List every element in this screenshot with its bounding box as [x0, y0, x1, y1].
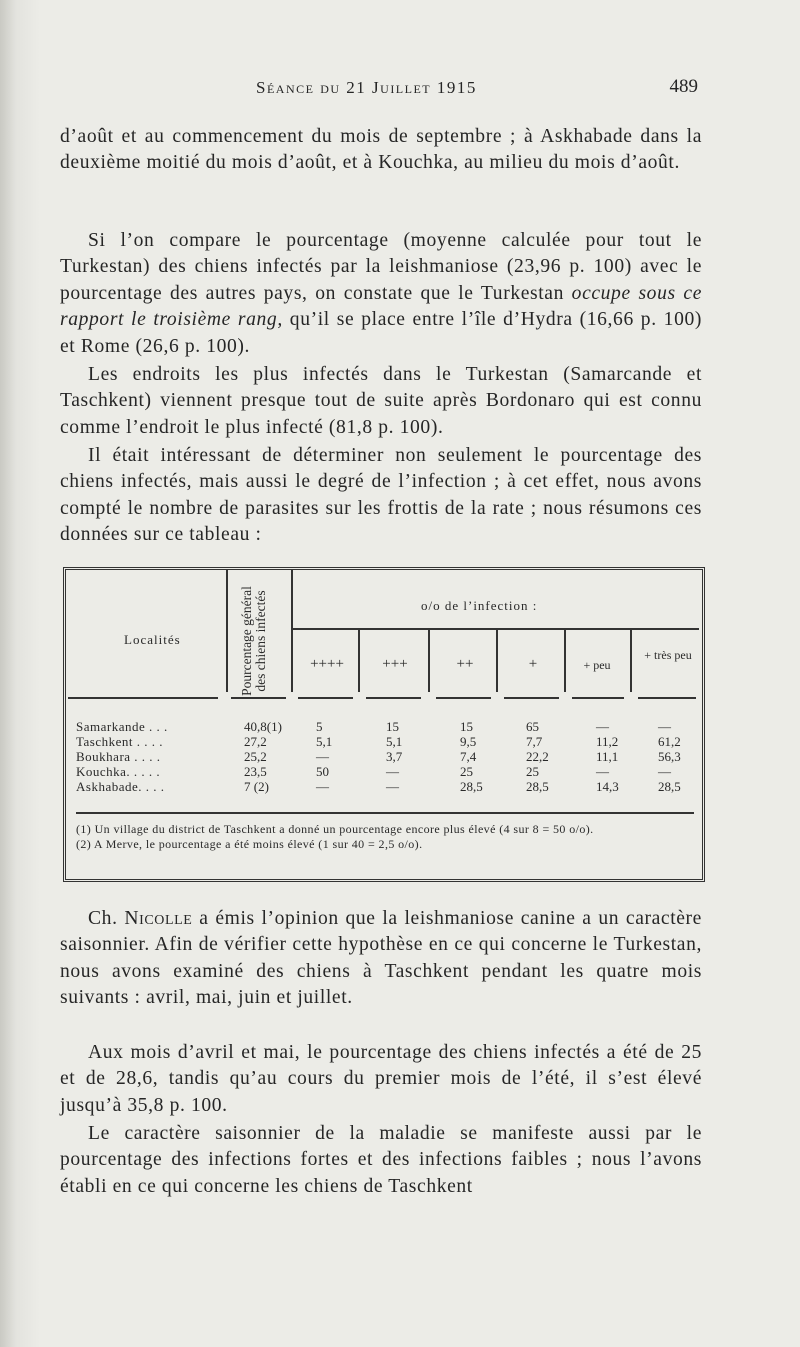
table-rule — [504, 697, 559, 699]
cell-value: — — [386, 764, 399, 779]
paragraph-5-text-a: Ch. — [88, 908, 125, 929]
table-rule — [436, 697, 491, 699]
cell-localite: Askhabade. . . . — [76, 779, 165, 794]
table-row — [76, 749, 696, 764]
paragraph-5-text-b: a émis l’opinion que la leishmaniose canine a un caractère saisonnier. Afin de vérifier cette hypothèse en ce qui concerne le Turkestan, nous avons examiné des chiens à Taschkent pendant les quatre mois suivants : avril, mai, juin et juillet. — [60, 908, 702, 1009]
paragraph-2-text-b: qu’il se place entre l’île d’Hydra (16,66 p. 100) et Rome (26,6 p. 100). — [60, 309, 702, 357]
cell-value: — — [386, 779, 399, 794]
cell-value: 11,2 — [596, 734, 619, 749]
cell-value: 3,7 — [386, 749, 403, 764]
header-pct-wrapper — [226, 586, 282, 696]
infection-table — [63, 567, 705, 882]
paragraph-1: d’août et au commencement du mois de septembre ; à Askhabade dans la deuxième moitié du mois d’août, et à Kouchka, au milieu du mois d’août. — [60, 126, 702, 174]
cell-value: 15 — [386, 719, 399, 734]
col-header-tres-peu: + très peu — [644, 648, 692, 662]
table-row — [76, 764, 696, 779]
cell-value: — — [596, 764, 609, 779]
cell-value: 9,5 — [460, 734, 477, 749]
table-rule — [572, 697, 624, 699]
running-header — [60, 76, 700, 102]
table-row — [76, 719, 696, 734]
cell-localite: Taschkent . . . . — [76, 734, 164, 749]
table-rule — [68, 697, 218, 699]
cell-localite: Kouchka. . . . . — [76, 764, 161, 779]
cell-value: — — [596, 719, 609, 734]
cell-value: — — [658, 719, 671, 734]
cell-value: 56,3 — [658, 749, 681, 764]
cell-value: 22,2 — [526, 749, 549, 764]
paragraph-6: Aux mois d’avril et mai, le pourcentage des chiens infectés a été de 25 et de 28,6, tandis qu’au cours du premier mois de l’été, il s’est élevé jusqu’à 35,8 p. 100. — [60, 1042, 702, 1116]
table-rule — [366, 697, 421, 699]
paragraph-5 — [60, 906, 702, 1012]
table-footnotes — [76, 822, 696, 852]
paragraph-2-emphasis: occupe sous ce rapport le troisième rang, — [60, 282, 702, 331]
paragraph-3: Les endroits les plus infectés dans le Turkestan (Samarcande et Taschkent) viennent presque tout de suite après Bordonaro qui est connu comme l’endroit le plus infecté (81,8 p. 100). — [60, 364, 702, 438]
col-header-3plus: +++ — [382, 656, 408, 672]
table-rule — [298, 697, 353, 699]
page-number: 489 — [669, 76, 698, 97]
cell-value: 50 — [316, 764, 329, 779]
cell-pct: 23,5 — [244, 764, 267, 779]
cell-value: 5 — [316, 719, 323, 734]
paragraph-4: Il était intéressant de déterminer non seulement le pourcentage des chiens infectés, mais aussi le degré de l’infection ; à cet effet, nous avons compté le nombre de parasites sur les frottis de la rate ; nous résumons ces données sur ce tableau : — [60, 445, 702, 546]
footnote-2: (2) A Merve, le pourcentage a été moins élevé (1 sur 40 = 2,5 o/o). — [76, 837, 423, 851]
cell-value: 28,5 — [658, 779, 681, 794]
header-title: Séance du 21 Juillet 1915 — [256, 78, 477, 97]
cell-localite: Samarkande . . . — [76, 719, 168, 734]
col-header-4plus: ++++ — [310, 656, 344, 672]
col-header-peu: + peu — [583, 658, 611, 672]
table-rule — [638, 697, 696, 699]
table-row — [76, 779, 696, 794]
table-rule — [231, 697, 286, 699]
cell-value: — — [316, 779, 329, 794]
cell-value: 28,5 — [526, 779, 549, 794]
table-rule — [291, 628, 699, 630]
cell-value: 25 — [526, 764, 539, 779]
author-name: Nicolle — [124, 908, 193, 929]
cell-pct: 40,8(1) — [244, 719, 282, 734]
cell-value: 14,3 — [596, 779, 619, 794]
footnote-1: (1) Un village du district de Taschkent a donné un pourcentage encore plus élevé (4 sur 8 = 50 o/o). — [76, 822, 594, 836]
header-infection: o/o de l’infection : — [421, 598, 538, 613]
cell-value: 65 — [526, 719, 539, 734]
cell-value: 61,2 — [658, 734, 681, 749]
cell-value: 25 — [460, 764, 473, 779]
header-localites: Localités — [124, 632, 181, 647]
table-rule — [358, 630, 360, 692]
paragraph-2-text-a: Si l’on compare le pourcentage (moyenne calculée pour tout le Turkestan) des chiens infectés par la leishmaniose (23,96 p. 100) avec le pourcentage des autres pays, on constate que le Turkestan — [60, 230, 702, 304]
paragraph-2 — [60, 228, 702, 360]
table-row — [76, 734, 696, 749]
table-rule — [291, 570, 293, 692]
cell-localite: Boukhara . . . . — [76, 749, 161, 764]
cell-value: 11,1 — [596, 749, 619, 764]
cell-value: 5,1 — [386, 734, 403, 749]
col-header-2plus: ++ — [456, 656, 474, 672]
cell-value: 28,5 — [460, 779, 483, 794]
table-rule — [496, 630, 498, 692]
table-rule — [76, 812, 694, 814]
table-rule — [428, 630, 430, 692]
table-rule — [630, 630, 632, 692]
cell-value: 5,1 — [316, 734, 333, 749]
cell-pct: 27,2 — [244, 734, 267, 749]
cell-pct: 25,2 — [244, 749, 267, 764]
header-pct: Pourcentage général des chiens infectés — [239, 586, 268, 696]
cell-value: 7,7 — [526, 734, 543, 749]
cell-value: 7,4 — [460, 749, 477, 764]
cell-pct: 7 (2) — [244, 779, 269, 794]
cell-value: — — [316, 749, 329, 764]
cell-value: — — [658, 764, 671, 779]
col-header-1plus: + — [528, 656, 538, 672]
cell-value: 15 — [460, 719, 473, 734]
paragraph-7: Le caractère saisonnier de la maladie se manifeste aussi par le pourcentage des infections fortes et des infections faibles ; nous l’avons établi en ce qui concerne les chiens de Taschkent — [60, 1123, 702, 1197]
